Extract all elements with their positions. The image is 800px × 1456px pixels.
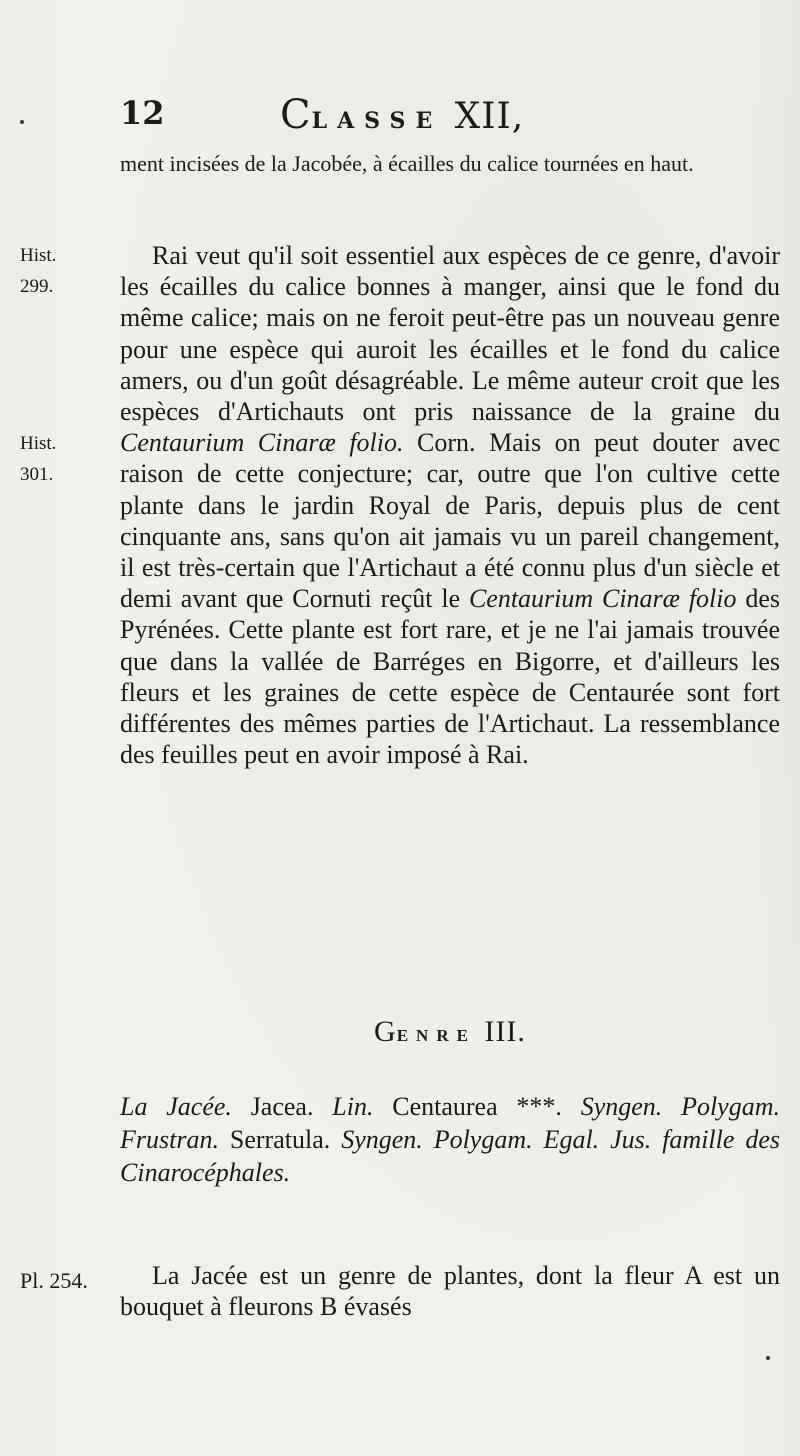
paragraph-text: Rai veut qu'il soit essentiel aux espèces de ce genre, d'avoir les écailles du calice bonnes à manger, ainsi que le fond du même calice; mais on ne feroit peut-être pas un nouveau genre pour une espèce qui auroit les écailles et le fond du calice amers, ou d'un goût désagréable. Le même auteur croit que les espèces d'Artichauts ont pris naissance de la graine du [120,241,780,427]
paragraph-text: des Pyrénées. Cette plante est fort rare, et je ne l'ai jamais trouvée que dans la vallée de Barréges en Bigorre, et d'ailleurs les fleurs et les graines de cette espèce de Centaurée sont fort différentes des mêmes parties de l'Artichaut. La ressemblance des feuilles peut en avoir imposé à Rai. [120,584,780,770]
page-header [120,92,780,142]
italic-species-name: Centaurium Cinaræ folio [468,584,737,614]
paragraph-text: Corn. Mais on peut douter avec raison de cette conjecture; car, outre que l'on cultive cette plante dans le jardin Royal de Paris, depuis plus de cent cinquante ans, sans qu'on ait jamais vu un pareil changement, il est très-certain que l'Artichaut a été connu plus d'un siècle et demi avant que Cornuti reçût le [120,428,781,614]
running-head-cap: C [280,92,312,138]
italic-classification: Syngen. Polygam. Egal. Jus. famille des Cinarocéphales. [120,1125,780,1187]
genre-heading-cap: G [374,1015,397,1048]
italic-classification: Syngen. Polygam. Frustran. [120,1092,780,1154]
running-head-rest: XII, [442,96,525,137]
margin-note-number: 299. [20,276,54,297]
italic-genus-name: La Jacée. [120,1092,232,1121]
margin-note-label: Hist. [20,433,57,454]
paragraph-rai [120,240,780,770]
page-number: 12 [120,94,165,132]
italic-author: Lin. [332,1092,374,1121]
paragraph-jacee: La Jacée est un genre de plantes, dont la fleur A est un bouquet à fleurons B évasés [120,1261,780,1322]
margin-note-label: Hist. [20,245,57,266]
margin-note-hist-299 [20,240,110,302]
margin-note-number: 301. [20,464,54,485]
paragraph-text: Jacea. [231,1092,333,1121]
running-head-smallcaps: LASSE [311,108,443,134]
italic-species-name: Centaurium Cinaræ folio. [120,428,404,458]
paragraph-text: Centaurea ***. [373,1092,581,1121]
paragraph-nomenclature [120,1090,780,1189]
paper-speck [766,1356,770,1360]
running-head [280,92,524,138]
continued-paragraph: ment incisées de la Jacobée, à écailles du calice tournées en haut. [120,151,694,176]
margin-note-plate: Pl. 254. [20,1268,88,1293]
margin-note-hist-301 [20,428,110,490]
paragraph-text: Serratula. [218,1125,342,1154]
paper-speck [20,120,24,124]
genre-heading-smallcaps: ENRE [396,1026,476,1045]
genre-heading-rest: III. [475,1015,526,1048]
section-heading-genre [120,1015,780,1049]
